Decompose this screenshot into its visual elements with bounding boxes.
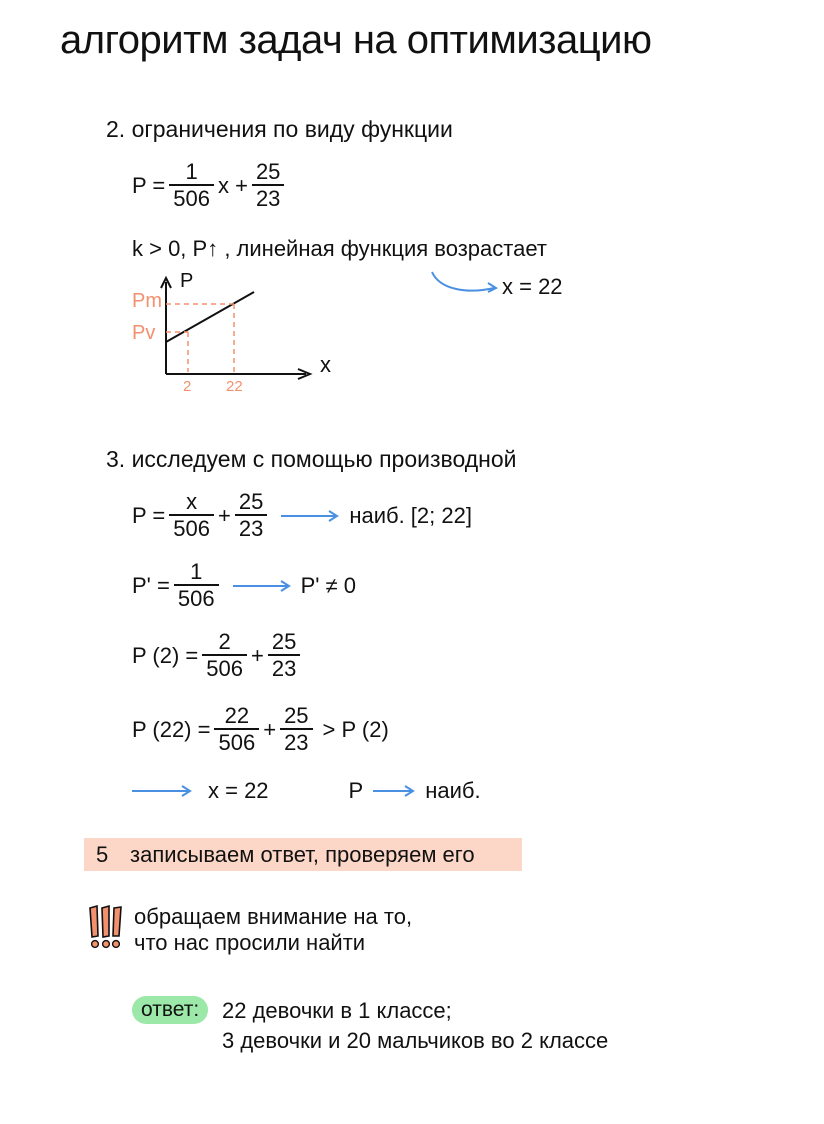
- denominator: 506: [202, 654, 247, 682]
- numerator: 22: [224, 703, 250, 728]
- linear-graph: [128, 268, 348, 398]
- fraction: [174, 560, 219, 612]
- plus-sign: +: [217, 503, 231, 528]
- arrow-right-icon: [130, 784, 196, 798]
- step5-number: 5: [96, 842, 109, 867]
- line5-x: x = 22: [208, 778, 269, 803]
- denominator: 506: [174, 584, 219, 612]
- curved-arrow-icon: [428, 268, 500, 296]
- answer-line1: 22 девочки в 1 классе;: [222, 998, 452, 1023]
- denominator: 506: [169, 184, 214, 212]
- function-line: [166, 292, 254, 342]
- warning-line2: что нас просили найти: [134, 930, 366, 955]
- numerator: 25: [271, 629, 297, 654]
- step3-line5: [130, 778, 481, 804]
- line2-result: P' ≠ 0: [300, 573, 356, 598]
- step3-line1: [132, 490, 472, 542]
- y-axis-label: P: [180, 270, 194, 292]
- denominator: 23: [252, 184, 284, 212]
- tick-22: 22: [226, 378, 243, 395]
- numerator: 25: [255, 159, 281, 184]
- denominator: 506: [214, 728, 259, 756]
- fraction: [169, 160, 214, 212]
- fraction: [268, 630, 300, 682]
- step2-note: k > 0, P↑ , линейная функция возрастает: [132, 236, 547, 261]
- plus-sign: +: [263, 717, 277, 742]
- fraction: [202, 630, 247, 682]
- fraction: [214, 704, 259, 756]
- step3-line2: [132, 560, 356, 612]
- step2-heading: 2. ограничения по виду функции: [106, 116, 453, 142]
- arrow-right-icon: [231, 579, 293, 593]
- plus-sign: +: [250, 643, 264, 668]
- step3-heading: 3. исследуем с помощью производной: [106, 446, 517, 472]
- step3-line4: [132, 704, 389, 756]
- exclamation-icon: [86, 902, 126, 950]
- step3-line3: [132, 630, 304, 682]
- page-title: алгоритм задач на оптимизацию: [60, 18, 652, 62]
- numerator: 1: [185, 159, 198, 184]
- pm-label: Pm: [132, 290, 162, 312]
- fraction: [235, 490, 267, 542]
- line1-lhs: P =: [132, 503, 166, 528]
- tick-2: 2: [183, 378, 192, 395]
- line5-result: наиб.: [425, 778, 481, 803]
- fraction: [280, 704, 312, 756]
- numerator: 25: [238, 489, 264, 514]
- denominator: 23: [280, 728, 312, 756]
- line3-lhs: P (2) =: [132, 643, 199, 668]
- x-axis-label: x: [320, 352, 331, 377]
- numerator: x: [186, 489, 198, 514]
- fraction: [169, 490, 214, 542]
- arrow-right-icon: [371, 784, 417, 798]
- line4-tail: > P (2): [322, 717, 389, 742]
- line5-p: P: [348, 778, 364, 803]
- numerator: 2: [218, 629, 231, 654]
- line2-lhs: P' =: [132, 573, 170, 598]
- denominator: 23: [268, 654, 300, 682]
- step5-banner: [84, 838, 522, 871]
- answer-label: ответ:: [132, 996, 208, 1024]
- numerator: 1: [190, 559, 203, 584]
- arrow-right-icon: [279, 509, 341, 523]
- pv-label: Pv: [132, 322, 156, 344]
- denominator: 506: [169, 514, 214, 542]
- step2-formula: [132, 160, 288, 212]
- line4-lhs: P (22) =: [132, 717, 211, 742]
- arrow-result: x = 22: [502, 274, 563, 299]
- fraction: [252, 160, 284, 212]
- step5-text: записываем ответ, проверяем его: [130, 842, 475, 867]
- line1-result: наиб. [2; 22]: [349, 503, 472, 528]
- formula-mid: x +: [217, 173, 248, 198]
- formula-lhs: P =: [132, 173, 166, 198]
- numerator: 25: [284, 703, 309, 728]
- answer-line2: 3 девочки и 20 мальчиков во 2 классе: [222, 1028, 609, 1053]
- warning-line1: обращаем внимание на то,: [134, 904, 413, 929]
- denominator: 23: [235, 514, 267, 542]
